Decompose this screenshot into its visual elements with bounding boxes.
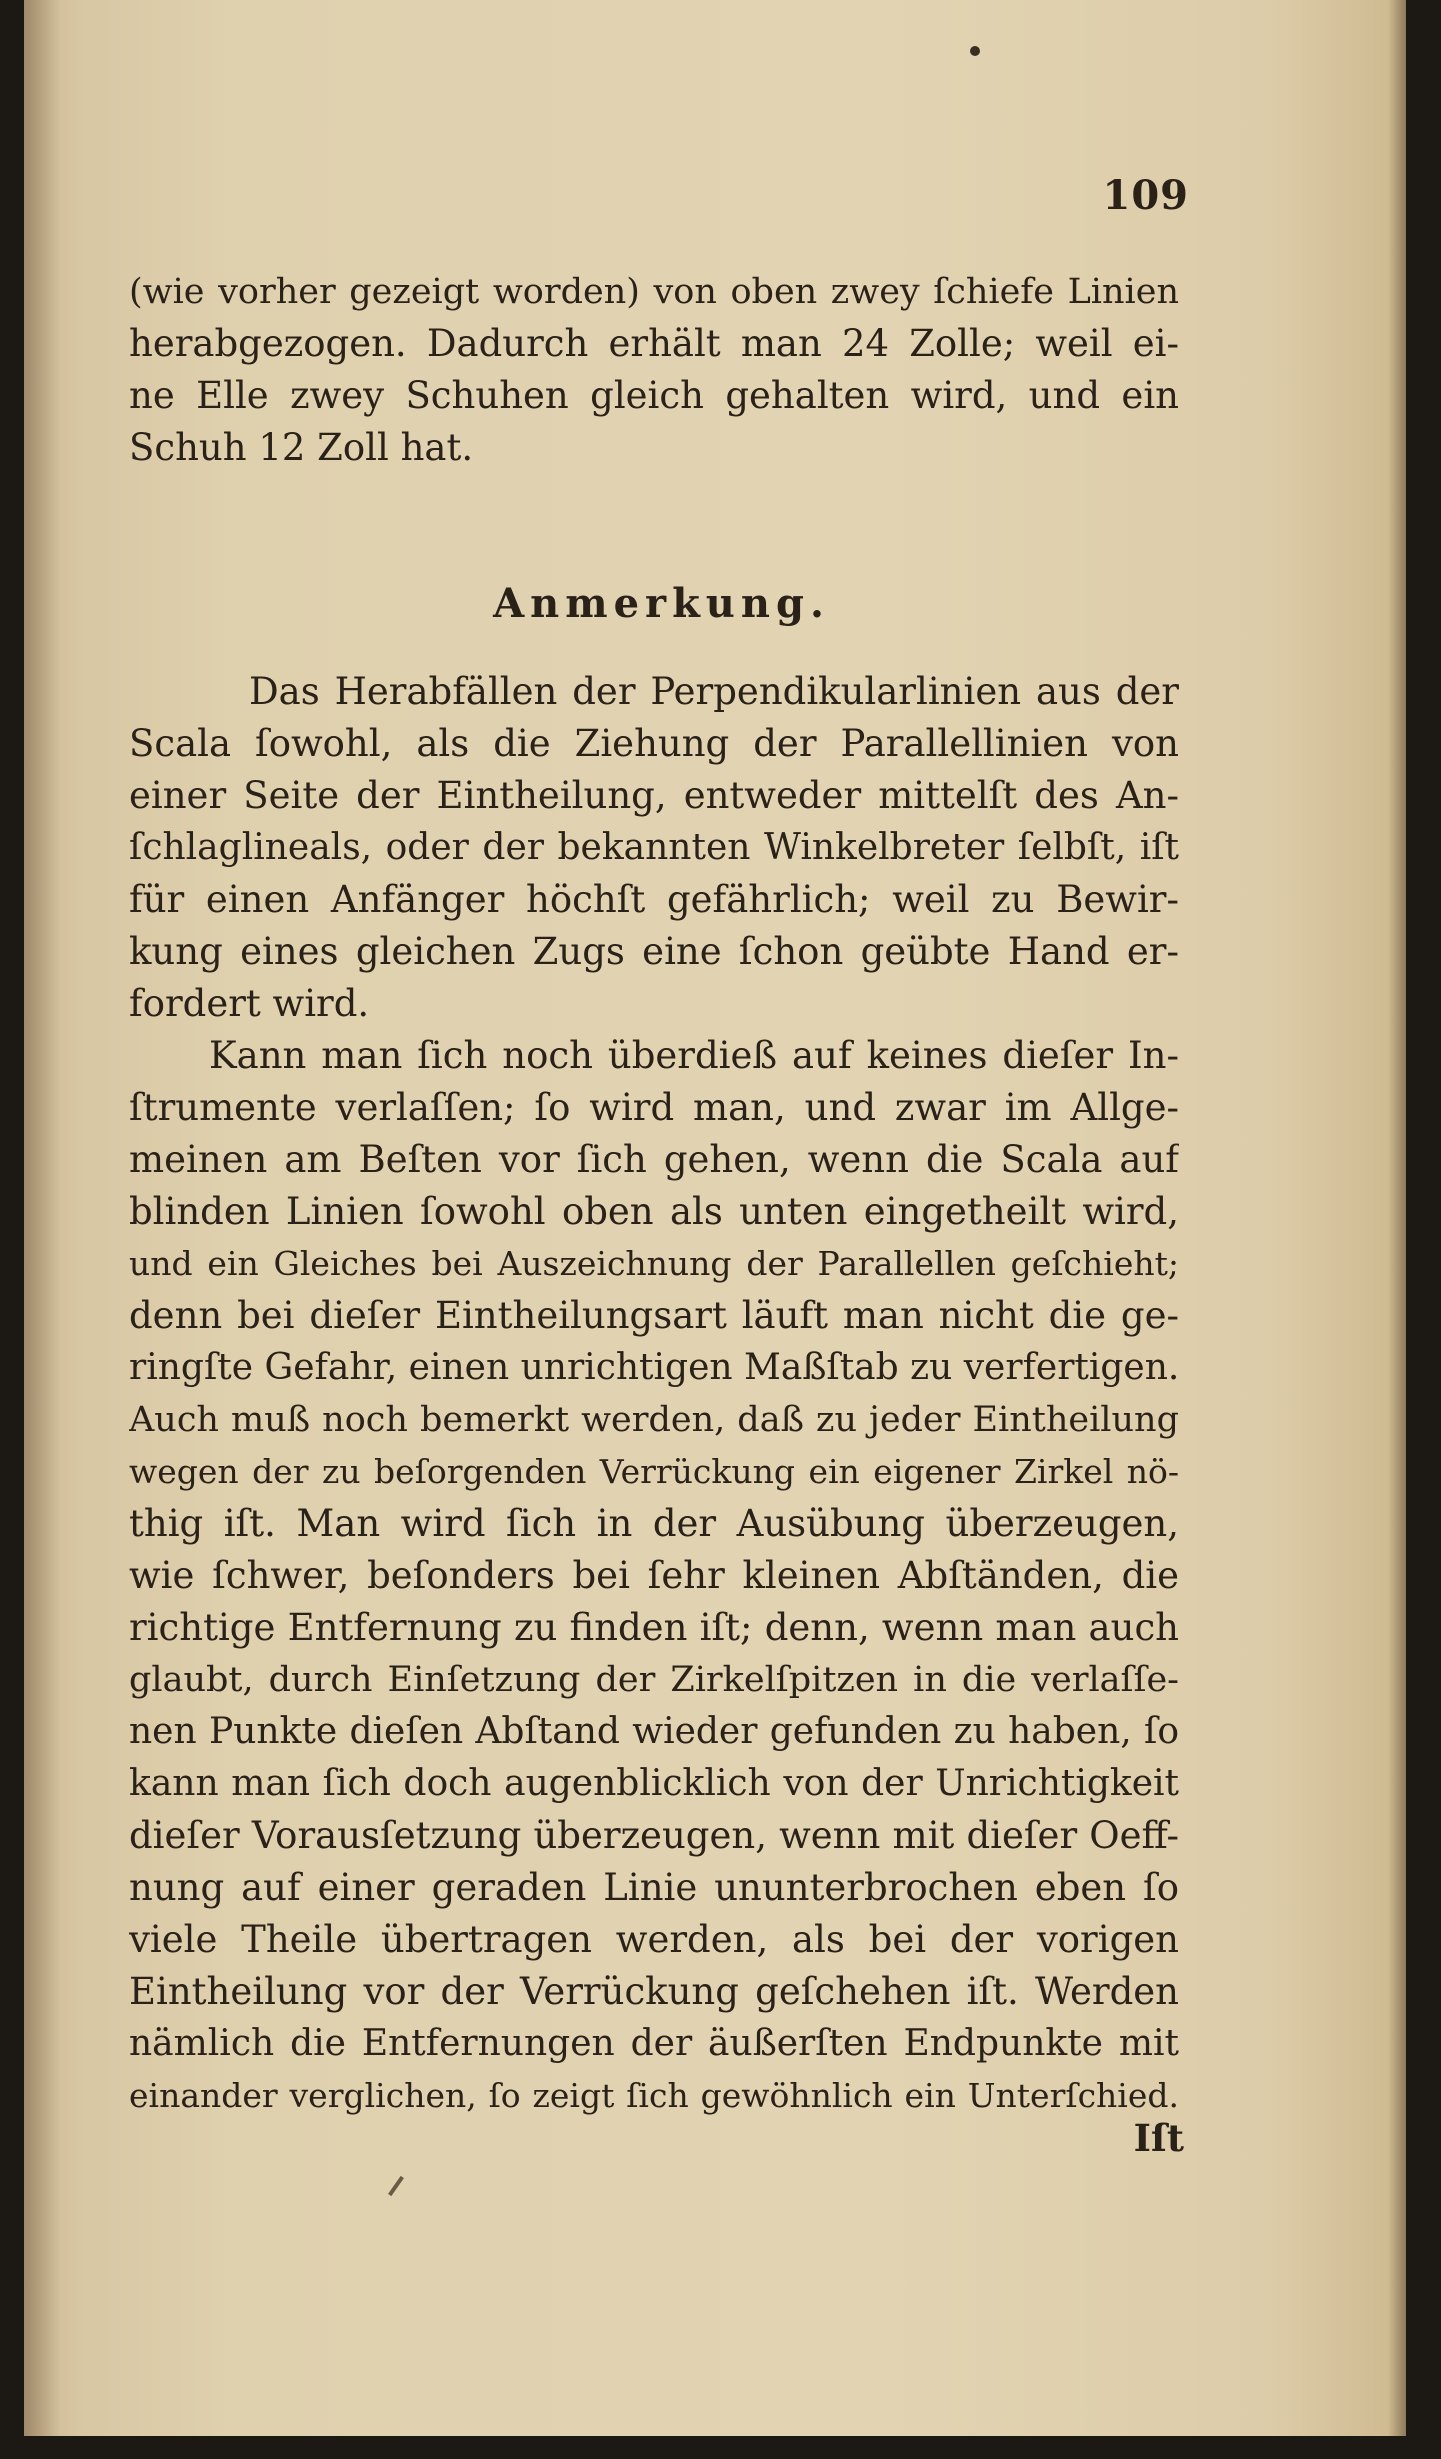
text-line: Schuh 12 Zoll hat. <box>129 426 474 469</box>
text-line: fordert wird. <box>129 982 370 1025</box>
section-heading: Anmerkung. <box>493 580 830 627</box>
text-line: wie ſchwer, beſonders bei ſehr kleinen Abſtänden, die <box>129 1554 1179 1597</box>
text-line: thig iſt. Man wird ſich in der Ausübung überzeugen, <box>129 1502 1179 1545</box>
pencil-mark <box>388 2176 404 2196</box>
text-line: ne Elle zwey Schuhen gleich gehalten wird, und ein <box>129 374 1179 417</box>
text-line: Kann man ſich noch überdieß auf keines dieſer In- <box>209 1034 1179 1077</box>
text-line: kung eines gleichen Zugs eine ſchon geübte Hand er- <box>129 930 1179 973</box>
text-line: Das Herabfällen der Perpendikularlinien aus der <box>249 670 1179 713</box>
text-line: kann man ſich doch augenblicklich von der Unrichtigkeit <box>129 1763 1179 1804</box>
text-line: viele Theile übertragen werden, als bei der vorigen <box>129 1918 1179 1961</box>
text-line: einander verglichen, ſo zeigt ſich gewöhnlich ein Unterſchied. <box>129 2076 1179 2115</box>
text-line: dieſer Vorausſetzung überzeugen, wenn mit dieſer Oeff- <box>129 1814 1179 1857</box>
text-line: denn bei dieſer Eintheilungsart läuft man nicht die ge- <box>129 1294 1179 1337</box>
text-line: nämlich die Entfernungen der äußerſten Endpunkte mit <box>129 2023 1179 2064</box>
text-line: und ein Gleiches bei Auszeichnung der Parallellen geſchieht; <box>129 1244 1179 1283</box>
text-line: einer Seite der Eintheilung, entweder mittelſt des An- <box>129 774 1179 817</box>
text-line: nung auf einer geraden Linie ununterbrochen eben ſo <box>129 1866 1179 1909</box>
text-line: nen Punkte dieſen Abſtand wieder gefunden zu haben, ſo <box>129 1711 1179 1752</box>
catchword: Iſt <box>1133 2116 1184 2160</box>
page-number: 109 <box>1102 172 1189 219</box>
text-line: Auch muß noch bemerkt werden, daß zu jeder Eintheilung <box>129 1400 1179 1440</box>
text-line: für einen Anfänger höchſt gefährlich; weil zu Bewir- <box>129 878 1179 921</box>
text-line: (wie vorher gezeigt worden) von oben zwey ſchiefe Linien <box>129 272 1179 312</box>
text-line: richtige Entfernung zu finden iſt; denn, wenn man auch <box>129 1606 1179 1649</box>
text-line: blinden Linien ſowohl oben als unten eingetheilt wird, <box>129 1190 1179 1233</box>
text-line: glaubt, durch Einſetzung der Zirkelſpitzen in die verlaſſe- <box>129 1660 1179 1700</box>
text-line: meinen am Beſten vor ſich gehen, wenn die Scala auf <box>129 1138 1179 1181</box>
text-line: wegen der zu beſorgenden Verrückung ein eigener Zirkel nö- <box>129 1452 1179 1491</box>
text-line: Scala ſowohl, als die Ziehung der Parallellinien von <box>129 722 1179 765</box>
text-line: ſchlaglineals, oder der bekannten Winkelbreter ſelbſt, iſt <box>129 827 1179 868</box>
text-line: ringſte Gefahr, einen unrichtigen Maßſtab zu verfertigen. <box>129 1347 1179 1388</box>
text-line: herabgezogen. Dadurch erhält man 24 Zolle; weil ei- <box>129 322 1179 365</box>
text-line: ſtrumente verlaſſen; ſo wird man, und zwar im Allge- <box>129 1086 1179 1129</box>
text-line: Eintheilung vor der Verrückung geſchehen iſt. Werden <box>129 1970 1179 2013</box>
ink-spot <box>970 46 980 56</box>
book-page <box>24 0 1406 2436</box>
